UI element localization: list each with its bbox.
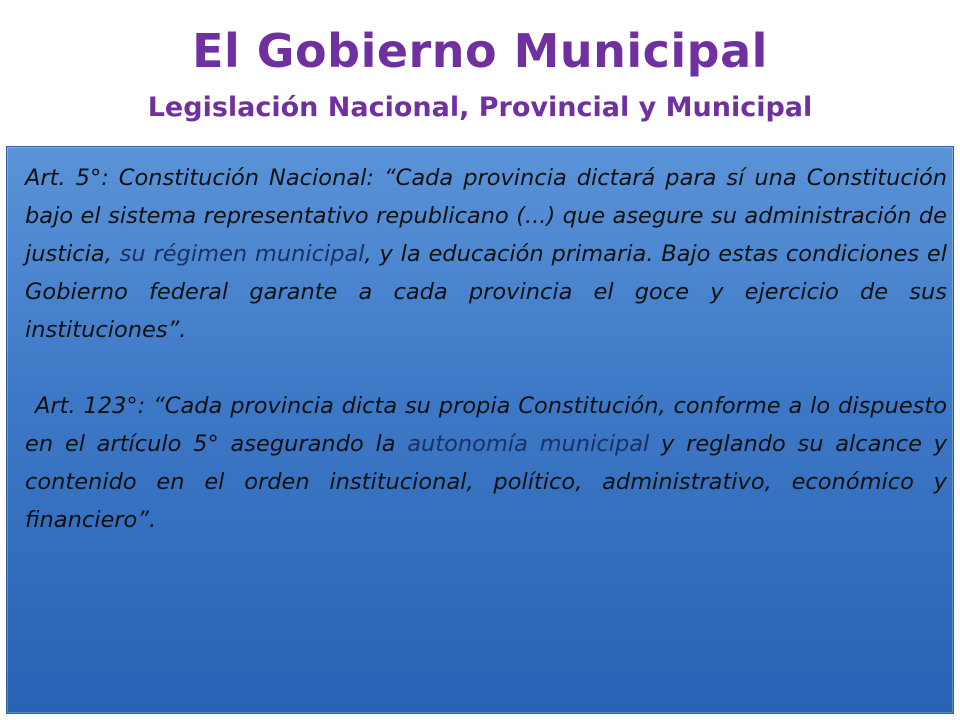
articles-text (25, 159, 947, 539)
article-123-text-end: y reglando su alcance y contenido en el orden institucional, político, administrativo, económico y financiero”. (25, 431, 947, 533)
article-5-highlight: su régimen municipal (119, 241, 365, 267)
article-123-text-start: Art. 123°: “Cada provincia dicta su propia Constitución, conforme a lo dispuesto en el artículo 5° asegurando la (25, 393, 947, 457)
article-123-paragraph (25, 387, 947, 539)
article-5-text-end: , y la educación primaria. Bajo estas condiciones el Gobierno federal garante a cada provincia el goce y ejercicio de sus instituciones”. (25, 241, 947, 343)
article-123-highlight: autonomía municipal (407, 431, 650, 457)
article-5-paragraph (25, 159, 947, 349)
article-5-text-start: Art. 5°: Constitución Nacional: “Cada provincia dictará para sí una Constitución bajo el sistema representativo republicano (...) que asegure su administración de justicia, (25, 165, 947, 267)
content-panel (6, 146, 954, 714)
slide-title: El Gobierno Municipal (192, 24, 768, 78)
slide-subtitle: Legislación Nacional, Provincial y Municipal (147, 92, 813, 123)
